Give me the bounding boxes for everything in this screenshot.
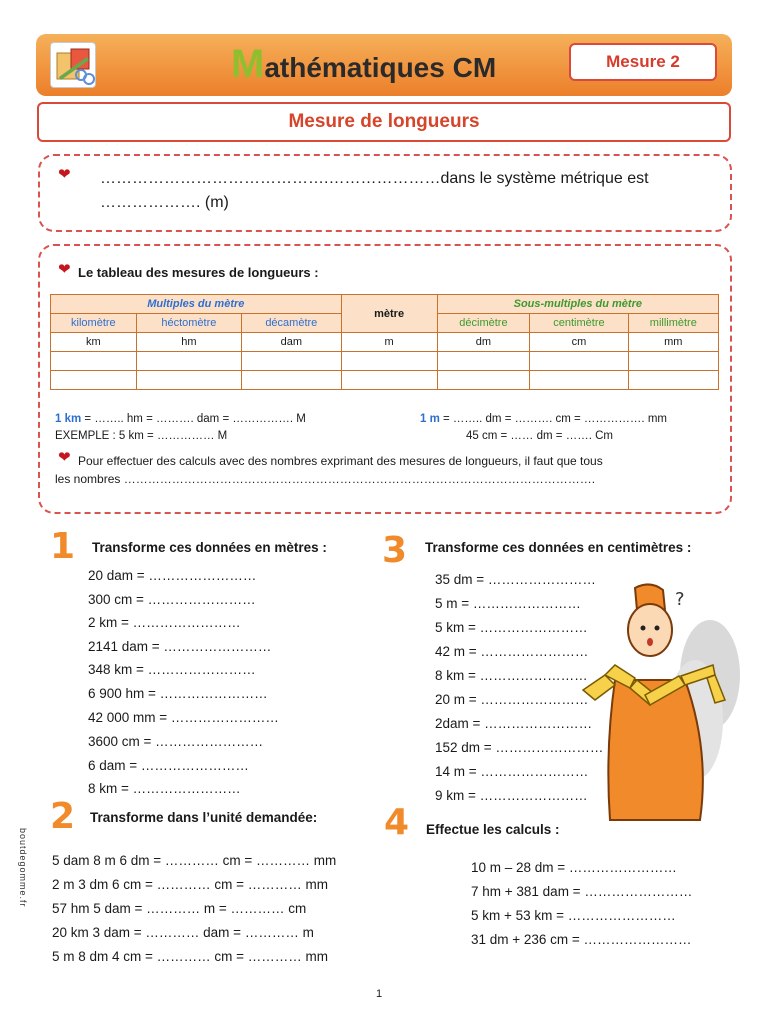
unit-name-cell: kilomètre [51, 314, 137, 333]
sous-multiples-header: Sous-multiples du mètre [437, 295, 718, 314]
svg-text:?: ? [675, 589, 685, 610]
site-watermark: boutdegomme.fr [18, 828, 28, 908]
definition-line-1: …………………………………….…………………dans le système métrique est [100, 170, 649, 187]
unit-symbol-cell: km [51, 333, 137, 352]
unit-symbol-cell: mm [628, 333, 718, 352]
lesson-subtitle: Mesure de longueurs [37, 102, 731, 142]
exercise-line: 3600 cm = …………………… [88, 734, 264, 749]
metre-header: mètre [341, 295, 437, 333]
exercise-line: 9 km = …………………… [435, 788, 588, 803]
unit-symbol-cell: dm [437, 333, 530, 352]
empty-cell[interactable] [341, 371, 437, 390]
exercise-line: 5 km + 53 km = …………………… [471, 908, 676, 923]
heart-icon: ❤ [58, 449, 71, 466]
exercise-line: 20 m = …………………… [435, 692, 589, 707]
exercise-line: 10 m – 28 dm = …………………… [471, 860, 677, 875]
empty-cell[interactable] [136, 371, 241, 390]
exercise-line: 20 dam = …………………… [88, 568, 257, 583]
exercise-line: 8 km = …………………… [435, 668, 588, 683]
empty-cell[interactable] [51, 352, 137, 371]
example-left: EXEMPLE : 5 km = …………… M [55, 430, 228, 442]
heart-icon: ❤ [58, 166, 71, 183]
conversion-m-label: 1 m [420, 413, 440, 425]
header-banner [36, 34, 732, 96]
exercise-line: 152 dm = …………………… [435, 740, 604, 755]
conversion-m [420, 413, 667, 425]
exercise-line: 6 900 hm = …………………… [88, 686, 268, 701]
title-initial: M [231, 42, 265, 86]
exercise-2-title: Transforme dans l’unité demandée: [90, 810, 318, 825]
empty-cell[interactable] [341, 352, 437, 371]
definition-box [38, 154, 732, 232]
exercise-1-number: 1 [50, 526, 76, 567]
exercise-4-number: 4 [384, 802, 410, 843]
empty-cell[interactable] [437, 352, 530, 371]
measures-table [50, 294, 719, 390]
table-row [51, 352, 719, 371]
empty-cell[interactable] [51, 371, 137, 390]
page-title [231, 44, 561, 86]
empty-cell[interactable] [628, 352, 718, 371]
lesson-badge: Mesure 2 [569, 43, 717, 81]
exercise-line: 31 dm + 236 cm = …………………… [471, 932, 692, 947]
empty-cell[interactable] [136, 352, 241, 371]
empty-cell[interactable] [530, 371, 628, 390]
multiples-header: Multiples du mètre [51, 295, 342, 314]
exercise-line: 2dam = …………………… [435, 716, 593, 731]
unit-name-cell: héctomètre [136, 314, 241, 333]
empty-cell[interactable] [530, 352, 628, 371]
title-text: athématiques CM [264, 52, 497, 83]
exercise-line: 5 km = …………………… [435, 620, 588, 635]
exercise-line: 42 000 mm = …………………… [88, 710, 279, 725]
exercise-line: 35 dm = …………………… [435, 572, 596, 587]
exercise-line: 20 km 3 dam = ………… dam = ………… m [52, 925, 314, 940]
unit-symbol-cell: cm [530, 333, 628, 352]
empty-cell[interactable] [242, 371, 342, 390]
unit-name-cell: millimètre [628, 314, 718, 333]
unit-symbol-cell: dam [242, 333, 342, 352]
conversion-km-text: = …….. hm = ………. dam = ……………. M [81, 413, 306, 425]
conversion-km-label: 1 km [55, 413, 82, 425]
exercise-line: 2 m 3 dm 6 cm = ………… cm = ………… mm [52, 877, 329, 892]
empty-cell[interactable] [242, 352, 342, 371]
exercise-line: 42 m = …………………… [435, 644, 589, 659]
table-section-title: Le tableau des mesures de longueurs : [78, 265, 319, 280]
exercise-line: 6 dam = …………………… [88, 758, 249, 773]
exercise-line: 8 km = …………………… [88, 781, 241, 796]
empty-cell[interactable] [437, 371, 530, 390]
example-right: 45 cm = …… dm = ……. Cm [466, 430, 613, 442]
empty-cell[interactable] [628, 371, 718, 390]
exercise-line: 348 km = …………………… [88, 662, 256, 677]
pencil-scissors-logo-icon [50, 42, 96, 88]
unit-symbol-cell: m [341, 333, 437, 352]
unit-name-cell: décimètre [437, 314, 530, 333]
exercise-3-number: 3 [382, 530, 408, 571]
rule-line-1: Pour effectuer des calculs avec des nombres exprimant des mesures de longueurs, il faut que tous [78, 454, 603, 468]
definition-line-2: ………………. (m) [100, 194, 229, 211]
page-number: 1 [376, 988, 383, 1000]
exercise-line: 300 cm = …………………… [88, 592, 256, 607]
exercise-line: 2141 dam = …………………… [88, 639, 272, 654]
unit-name-cell: décamètre [242, 314, 342, 333]
rule-line-2: les nombres ………………………………………………………………………………………………………. [55, 472, 596, 486]
exercise-line: 5 m 8 dm 4 cm = ………… cm = ………… mm [52, 949, 329, 964]
exercise-3-title: Transforme ces données en centimètres : [425, 540, 692, 555]
unit-symbol-cell: hm [136, 333, 241, 352]
conversion-m-text: = …….. dm = ………. cm = ……………. mm [439, 413, 667, 425]
exercise-2-number: 2 [50, 796, 76, 837]
exercise-line: 57 hm 5 dam = ………… m = ………… cm [52, 901, 307, 916]
exercise-line: 14 m = …………………… [435, 764, 589, 779]
child-with-ruler-illustration [575, 580, 745, 830]
exercise-line: 7 hm + 381 dam = …………………… [471, 884, 693, 899]
exercise-line: 5 dam 8 m 6 dm = ………… cm = ………… mm [52, 853, 337, 868]
exercise-line: 5 m = …………………… [435, 596, 581, 611]
exercise-1-title: Transforme ces données en mètres : [92, 540, 327, 555]
heart-icon: ❤ [58, 261, 71, 278]
conversion-km [55, 413, 306, 425]
exercise-4-title: Effectue les calculs : [426, 822, 560, 837]
unit-name-cell: centimètre [530, 314, 628, 333]
table-row [51, 371, 719, 390]
exercise-line: 2 km = …………………… [88, 615, 241, 630]
